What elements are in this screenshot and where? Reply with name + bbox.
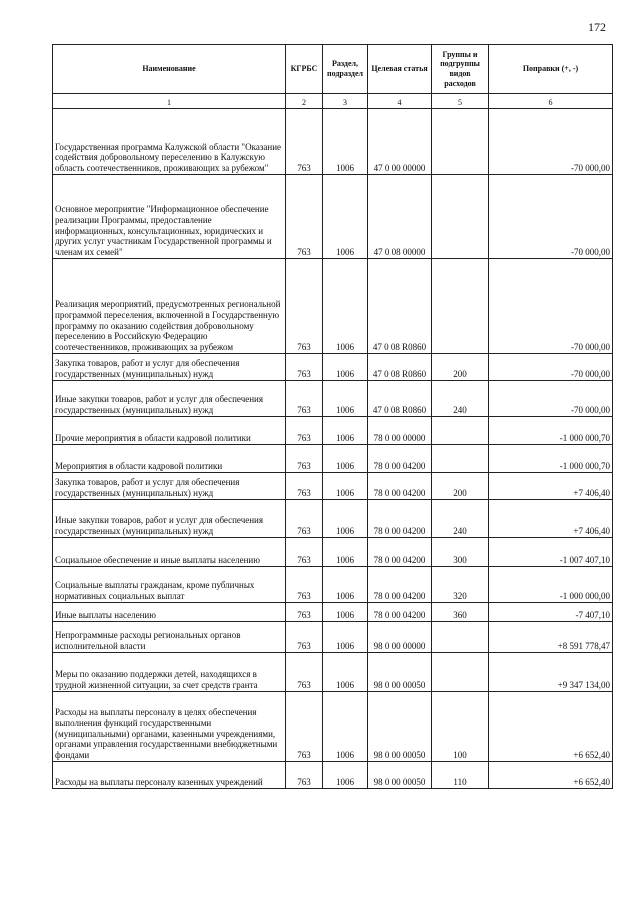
cell-amount: +6 652,40 xyxy=(489,762,613,789)
cell-name: Расходы на выплаты персоналу казенных учреждений xyxy=(53,762,286,789)
cell-group: 240 xyxy=(432,381,489,417)
cell-group xyxy=(432,417,489,445)
cell-name: Расходы на выплаты персоналу в целях обеспечения выполнения функций государственными (муниципальными) органами, казенными учреждениями, органами управления государственными внебюджетными фондами xyxy=(53,692,286,762)
cell-target: 98 0 00 00050 xyxy=(368,692,432,762)
cell-razdel: 1006 xyxy=(323,567,368,603)
cell-target: 47 0 00 00000 xyxy=(368,109,432,175)
cell-group: 200 xyxy=(432,473,489,500)
cell-amount: -1 000 000,70 xyxy=(489,445,613,473)
cell-amount: +8 591 778,47 xyxy=(489,622,613,653)
cell-name: Основное мероприятие "Информационное обеспечение реализации Программы, предоставление информационных, консультационных, юридических и других услуг участникам Государственной программы и членам их семей" xyxy=(53,175,286,259)
cell-kgrbs: 763 xyxy=(286,622,323,653)
cell-group: 240 xyxy=(432,500,489,538)
table-row xyxy=(53,500,613,538)
cell-group: 300 xyxy=(432,538,489,567)
cell-razdel: 1006 xyxy=(323,538,368,567)
cell-target: 47 0 08 R0860 xyxy=(368,381,432,417)
table-row xyxy=(53,692,613,762)
cell-kgrbs: 763 xyxy=(286,259,323,354)
table-row xyxy=(53,175,613,259)
column-number: 5 xyxy=(432,94,489,109)
cell-kgrbs: 763 xyxy=(286,354,323,381)
cell-amount: -1 007 407,10 xyxy=(489,538,613,567)
table-row xyxy=(53,603,613,622)
header-name: Наименование xyxy=(53,45,286,94)
cell-razdel: 1006 xyxy=(323,259,368,354)
cell-target: 98 0 00 00000 xyxy=(368,622,432,653)
header-razdel: Раздел, подраздел xyxy=(323,45,368,94)
header-row xyxy=(53,45,613,94)
cell-amount: -1 000 000,70 xyxy=(489,417,613,445)
cell-amount: +6 652,40 xyxy=(489,692,613,762)
cell-razdel: 1006 xyxy=(323,692,368,762)
cell-name: Иные выплаты населению xyxy=(53,603,286,622)
cell-target: 78 0 00 00000 xyxy=(368,417,432,445)
column-number: 3 xyxy=(323,94,368,109)
cell-group: 200 xyxy=(432,354,489,381)
cell-kgrbs: 763 xyxy=(286,445,323,473)
cell-razdel: 1006 xyxy=(323,473,368,500)
cell-group: 110 xyxy=(432,762,489,789)
cell-razdel: 1006 xyxy=(323,762,368,789)
cell-name: Иные закупки товаров, работ и услуг для обеспечения государственных (муниципальных) нужд xyxy=(53,381,286,417)
cell-amount: +9 347 134,00 xyxy=(489,653,613,692)
cell-razdel: 1006 xyxy=(323,417,368,445)
cell-kgrbs: 763 xyxy=(286,653,323,692)
cell-name: Непрограммные расходы региональных органов исполнительной власти xyxy=(53,622,286,653)
page-number: 172 xyxy=(588,20,606,34)
cell-kgrbs: 763 xyxy=(286,692,323,762)
table-row xyxy=(53,417,613,445)
cell-amount: +7 406,40 xyxy=(489,473,613,500)
cell-razdel: 1006 xyxy=(323,354,368,381)
cell-amount: -70 000,00 xyxy=(489,259,613,354)
table-row xyxy=(53,622,613,653)
table-row xyxy=(53,538,613,567)
cell-kgrbs: 763 xyxy=(286,417,323,445)
cell-amount: -70 000,00 xyxy=(489,109,613,175)
cell-name: Мероприятия в области кадровой политики xyxy=(53,445,286,473)
cell-group xyxy=(432,259,489,354)
cell-kgrbs: 763 xyxy=(286,473,323,500)
cell-group: 320 xyxy=(432,567,489,603)
table-row xyxy=(53,473,613,500)
cell-group: 100 xyxy=(432,692,489,762)
cell-group xyxy=(432,622,489,653)
header-target: Целевая статья xyxy=(368,45,432,94)
table-row xyxy=(53,109,613,175)
cell-target: 47 0 08 R0860 xyxy=(368,354,432,381)
cell-target: 78 0 00 04200 xyxy=(368,603,432,622)
cell-razdel: 1006 xyxy=(323,109,368,175)
cell-target: 78 0 00 04200 xyxy=(368,567,432,603)
cell-kgrbs: 763 xyxy=(286,762,323,789)
cell-target: 47 0 08 R0860 xyxy=(368,259,432,354)
cell-razdel: 1006 xyxy=(323,381,368,417)
cell-kgrbs: 763 xyxy=(286,175,323,259)
cell-name: Иные закупки товаров, работ и услуг для обеспечения государственных (муниципальных) нужд xyxy=(53,500,286,538)
cell-target: 78 0 00 04200 xyxy=(368,500,432,538)
cell-target: 78 0 00 04200 xyxy=(368,473,432,500)
cell-amount: -70 000,00 xyxy=(489,354,613,381)
cell-kgrbs: 763 xyxy=(286,567,323,603)
header-amendments: Поправки (+, -) xyxy=(489,45,613,94)
cell-kgrbs: 763 xyxy=(286,603,323,622)
cell-group xyxy=(432,653,489,692)
cell-kgrbs: 763 xyxy=(286,109,323,175)
budget-amendments-table xyxy=(52,44,613,789)
header-kgrbs: КГРБС xyxy=(286,45,323,94)
cell-name: Государственная программа Калужской области "Оказание содействия добровольному переселению в Калужскую область соотечественников, проживающих за рубежом" xyxy=(53,109,286,175)
column-number: 2 xyxy=(286,94,323,109)
column-number-row xyxy=(53,94,613,109)
cell-razdel: 1006 xyxy=(323,500,368,538)
cell-razdel: 1006 xyxy=(323,653,368,692)
cell-razdel: 1006 xyxy=(323,622,368,653)
cell-group xyxy=(432,109,489,175)
header-groups: Группы и подгруппы видов расходов xyxy=(432,45,489,94)
cell-amount: -70 000,00 xyxy=(489,381,613,417)
table-row xyxy=(53,381,613,417)
cell-name: Меры по оказанию поддержки детей, находящихся в трудной жизненной ситуации, за счет средств гранта xyxy=(53,653,286,692)
cell-amount: +7 406,40 xyxy=(489,500,613,538)
cell-razdel: 1006 xyxy=(323,603,368,622)
table-row xyxy=(53,354,613,381)
cell-amount: -7 407,10 xyxy=(489,603,613,622)
cell-name: Закупка товаров, работ и услуг для обеспечения государственных (муниципальных) нужд xyxy=(53,473,286,500)
cell-razdel: 1006 xyxy=(323,445,368,473)
cell-name: Реализация мероприятий, предусмотренных региональной программой переселения, включенной в Государственную программу по оказанию содействия добровольному переселению в Российскую Федерацию соотечественников, проживающих за рубежом xyxy=(53,259,286,354)
cell-target: 98 0 00 00050 xyxy=(368,762,432,789)
cell-kgrbs: 763 xyxy=(286,538,323,567)
cell-amount: -1 000 000,00 xyxy=(489,567,613,603)
table-row xyxy=(53,653,613,692)
cell-amount: -70 000,00 xyxy=(489,175,613,259)
cell-name: Прочие мероприятия в области кадровой политики xyxy=(53,417,286,445)
cell-razdel: 1006 xyxy=(323,175,368,259)
table-row xyxy=(53,445,613,473)
cell-group: 360 xyxy=(432,603,489,622)
column-number: 4 xyxy=(368,94,432,109)
cell-target: 98 0 00 00050 xyxy=(368,653,432,692)
table-row xyxy=(53,762,613,789)
cell-name: Закупка товаров, работ и услуг для обеспечения государственных (муниципальных) нужд xyxy=(53,354,286,381)
cell-name: Социальные выплаты гражданам, кроме публичных нормативных социальных выплат xyxy=(53,567,286,603)
table-row xyxy=(53,567,613,603)
column-number: 1 xyxy=(53,94,286,109)
cell-group xyxy=(432,445,489,473)
cell-group xyxy=(432,175,489,259)
cell-target: 47 0 08 00000 xyxy=(368,175,432,259)
cell-target: 78 0 00 04200 xyxy=(368,538,432,567)
table-row xyxy=(53,259,613,354)
cell-kgrbs: 763 xyxy=(286,381,323,417)
cell-target: 78 0 00 04200 xyxy=(368,445,432,473)
column-number: 6 xyxy=(489,94,613,109)
cell-kgrbs: 763 xyxy=(286,500,323,538)
cell-name: Социальное обеспечение и иные выплаты населению xyxy=(53,538,286,567)
